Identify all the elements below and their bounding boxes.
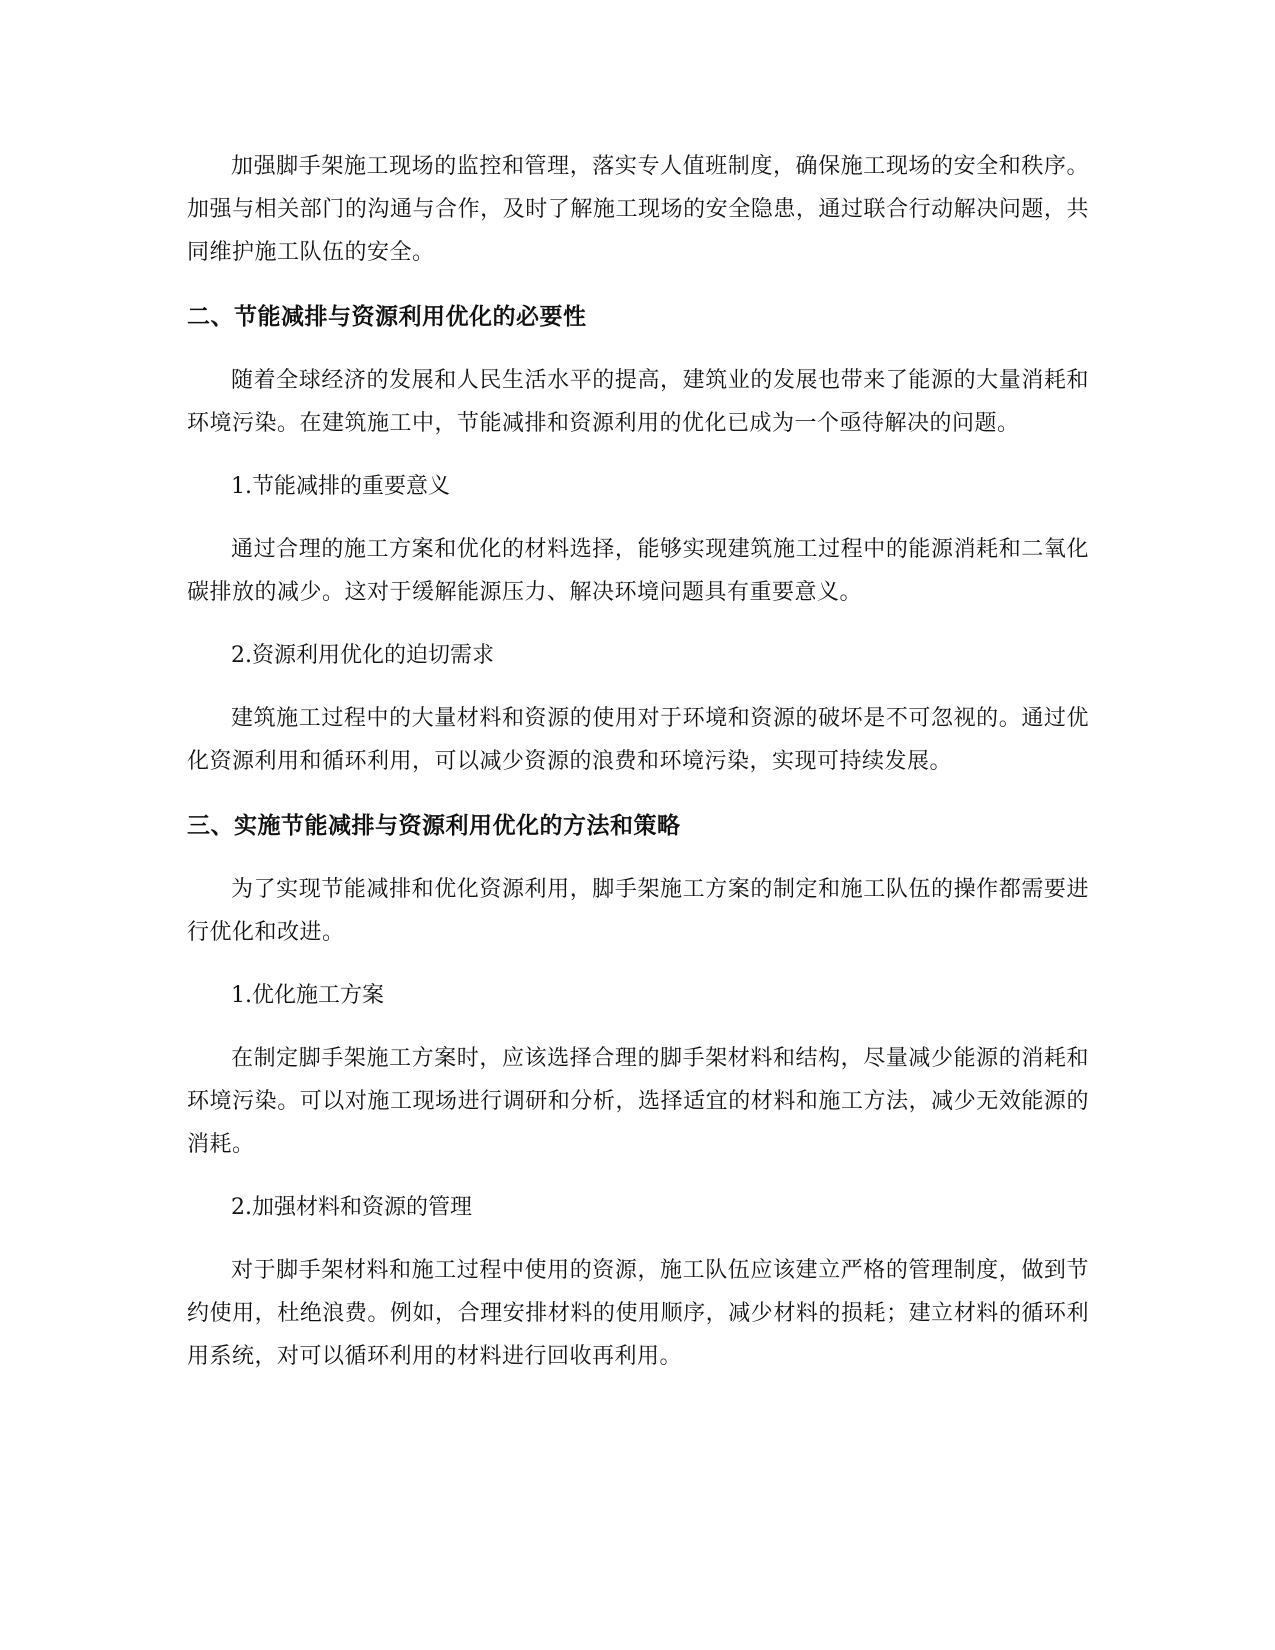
paragraph-necessity-intro: 随着全球经济的发展和人民生活水平的提高，建筑业的发展也带来了能源的大量消耗和环境污染。在建筑施工中，节能减排和资源利用的优化已成为一个亟待解决的问题。	[187, 368, 1089, 436]
subheading-resource-optimization-need: 2.资源利用优化的迫切需求	[231, 643, 494, 668]
document-body	[187, 145, 1089, 1378]
section-heading-2: 二、节能减排与资源利用优化的必要性	[187, 304, 587, 330]
subheading-energy-saving-significance: 1.节能减排的重要意义	[231, 474, 450, 499]
subheading-material-management: 2.加强材料和资源的管理	[231, 1195, 472, 1220]
section-heading-3: 三、实施节能减排与资源利用优化的方法和策略	[187, 813, 681, 839]
paragraph-resource-optimization: 建筑施工过程中的大量材料和资源的使用对于环境和资源的破坏是不可忽视的。通过优化资源利用和循环利用，可以减少资源的浪费和环境污染，实现可持续发展。	[187, 706, 1089, 774]
paragraph-material-management: 对于脚手架材料和施工过程中使用的资源，施工队伍应该建立严格的管理制度，做到节约使用，杜绝浪费。例如，合理安排材料的使用顺序，减少材料的损耗；建立材料的循环利用系统，对可以循环利用的材料进行回收再利用。	[187, 1258, 1089, 1369]
paragraph-site-monitoring: 加强脚手架施工现场的监控和管理，落实专人值班制度，确保施工现场的安全和秩序。加强与相关部门的沟通与合作，及时了解施工现场的安全隐患，通过联合行动解决问题，共同维护施工队伍的安全。	[187, 154, 1089, 265]
paragraph-methods-intro: 为了实现节能减排和优化资源利用，脚手架施工方案的制定和施工队伍的操作都需要进行优化和改进。	[187, 877, 1089, 945]
paragraph-energy-saving: 通过合理的施工方案和优化的材料选择，能够实现建筑施工过程中的能源消耗和二氧化碳排放的减少。这对于缓解能源压力、解决环境问题具有重要意义。	[187, 537, 1089, 605]
paragraph-optimize-plan: 在制定脚手架施工方案时，应该选择合理的脚手架材料和结构，尽量减少能源的消耗和环境污染。可以对施工现场进行调研和分析，选择适宜的材料和施工方法，减少无效能源的消耗。	[187, 1046, 1089, 1157]
subheading-optimize-plan: 1.优化施工方案	[231, 983, 384, 1008]
